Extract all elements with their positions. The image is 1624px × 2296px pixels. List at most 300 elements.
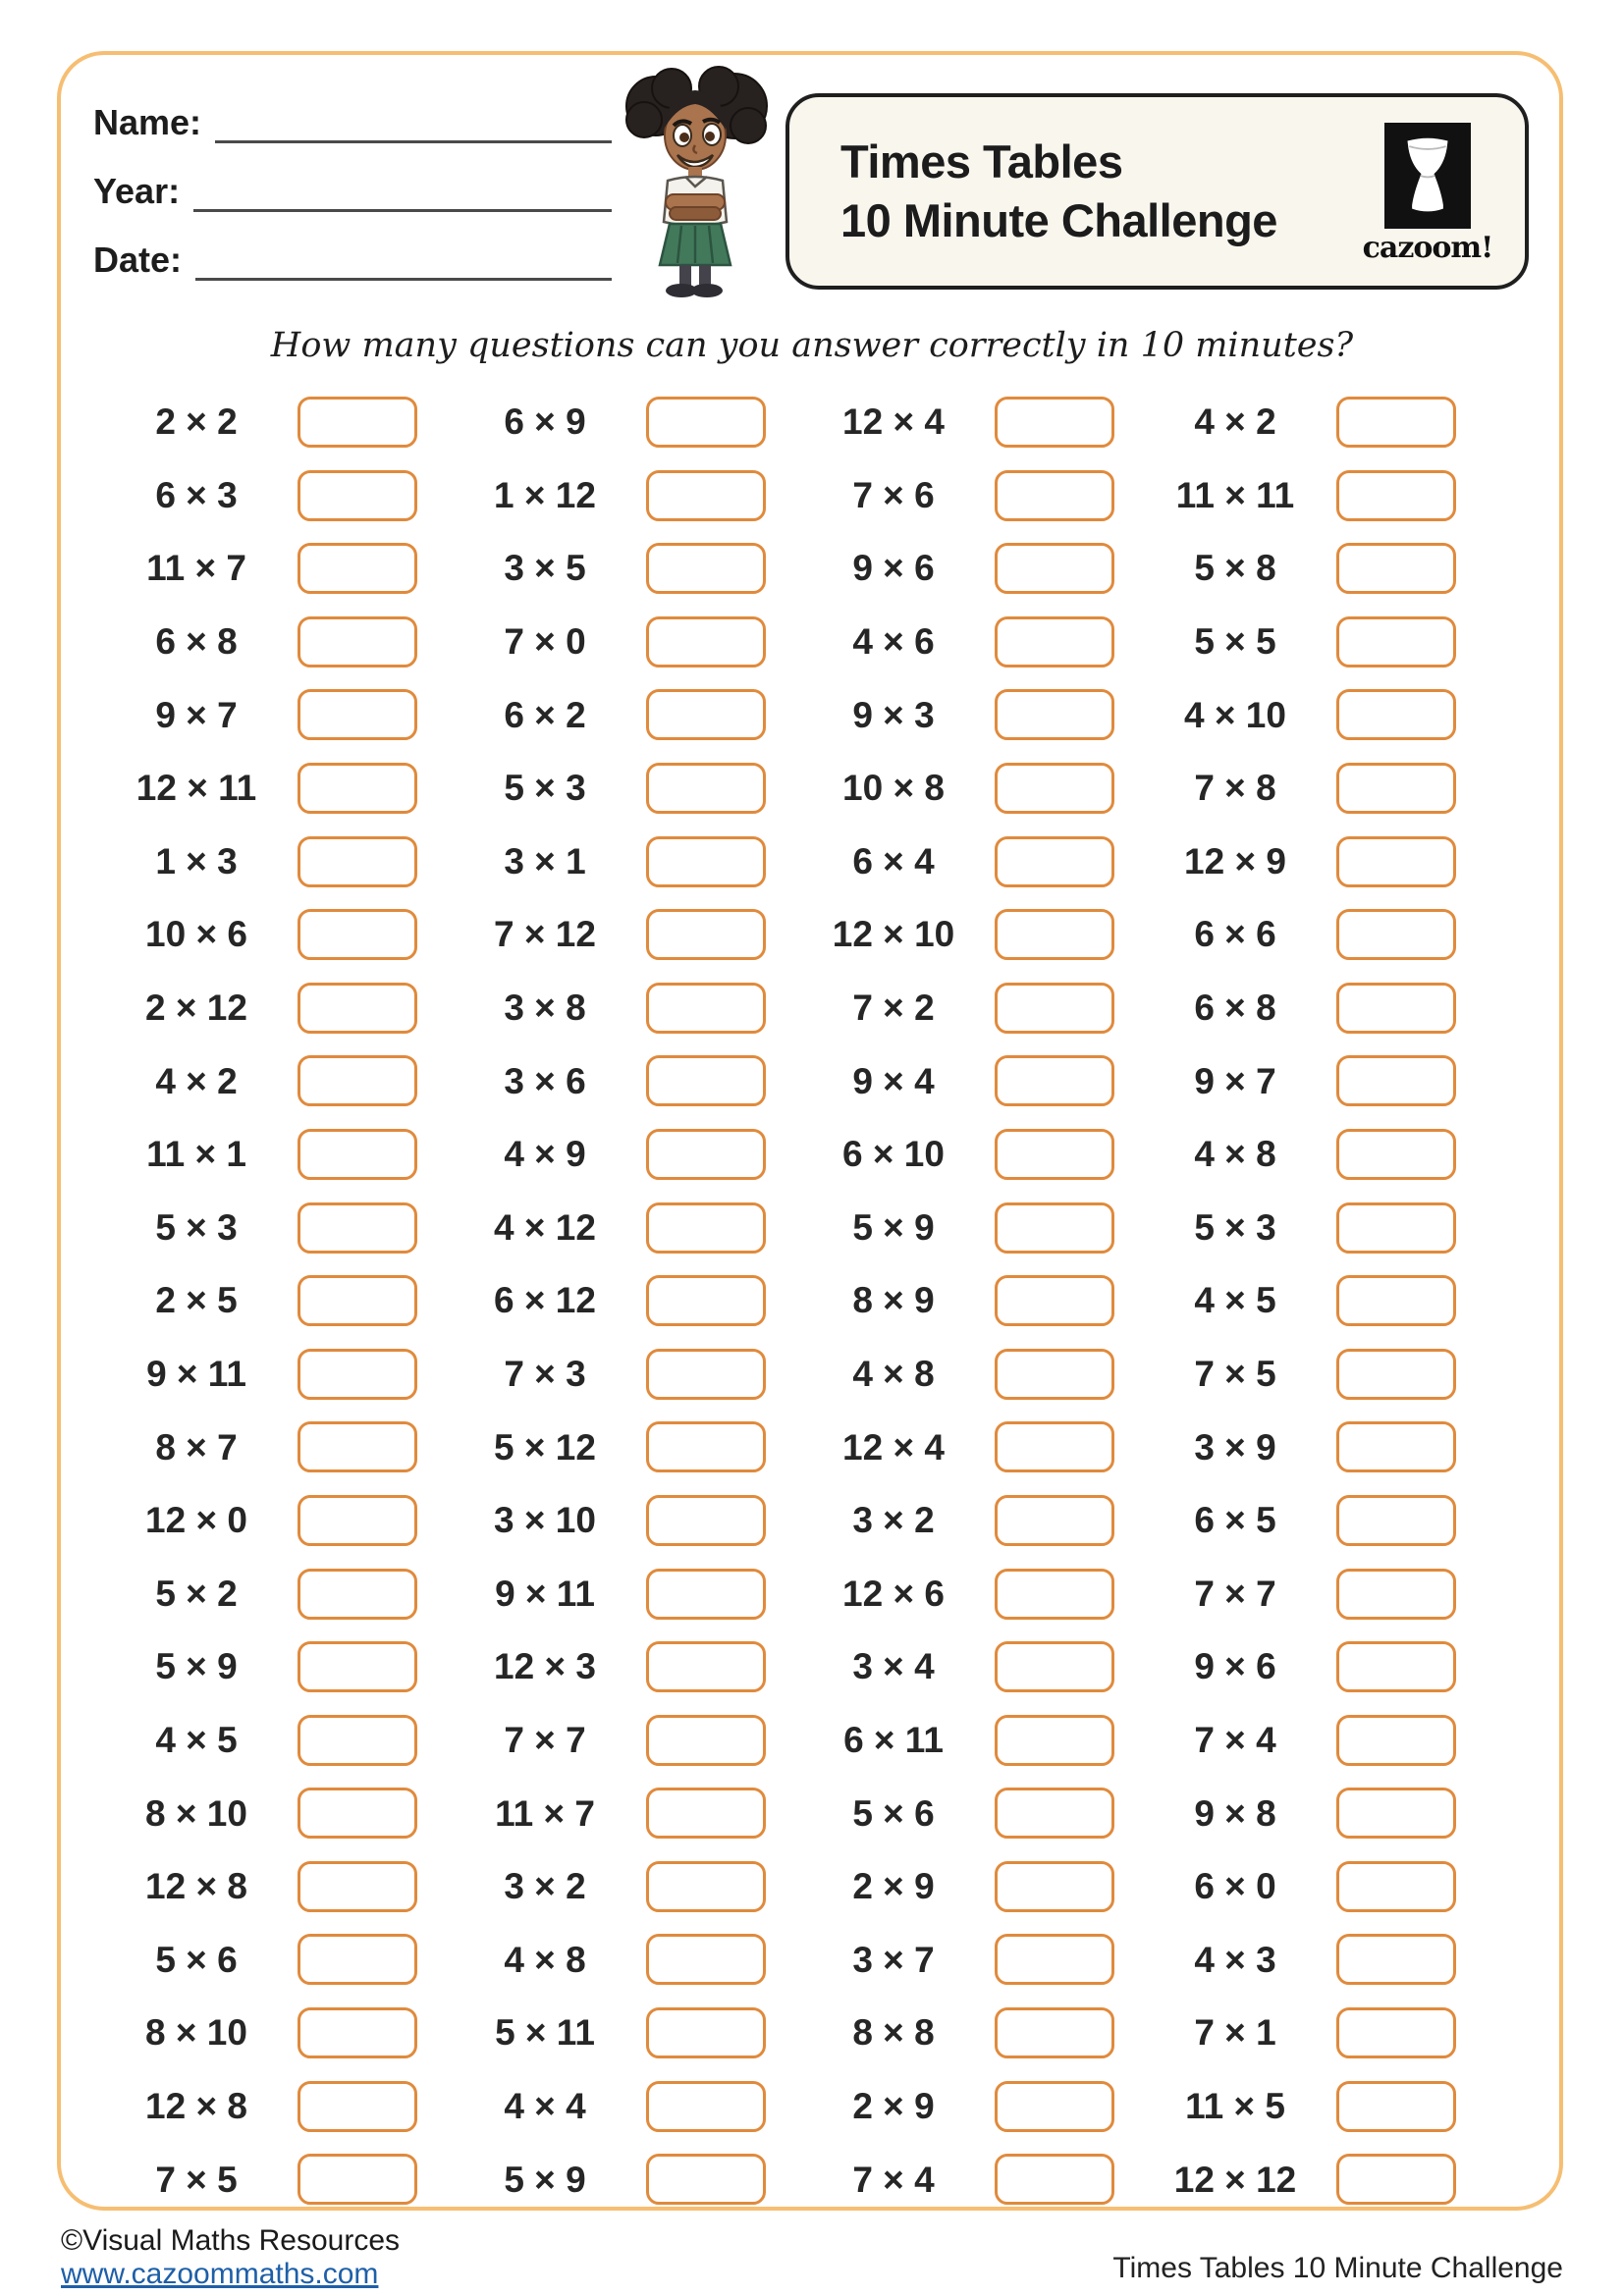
question-row <box>1142 898 1466 972</box>
answer-box[interactable] <box>995 1202 1114 1254</box>
answer-box[interactable] <box>1336 1202 1456 1254</box>
question-row <box>800 1850 1124 1924</box>
question-row <box>103 752 427 826</box>
question-label: 2 × 5 <box>155 1280 238 1321</box>
question-label: 12 × 8 <box>145 2085 247 2126</box>
answer-box[interactable] <box>995 1569 1114 1620</box>
question-label: 7 × 7 <box>504 1719 586 1760</box>
question-label: 5 × 11 <box>495 2012 595 2054</box>
answer-box[interactable] <box>298 470 417 521</box>
question-row <box>1142 532 1466 606</box>
answer-box[interactable] <box>646 2154 766 2205</box>
question-row <box>452 1192 776 1265</box>
question-label: 12 × 3 <box>494 1646 596 1687</box>
question-label: 4 × 8 <box>852 1354 935 1395</box>
question-row <box>103 1777 427 1850</box>
answer-box[interactable] <box>298 763 417 814</box>
answer-box[interactable] <box>298 1129 417 1180</box>
question-label: 5 × 12 <box>494 1426 596 1468</box>
question-row <box>1142 1192 1466 1265</box>
question-label: 5 × 9 <box>852 1206 935 1248</box>
question-label: 4 × 6 <box>852 621 935 663</box>
question-row <box>800 606 1124 679</box>
question-label: 12 × 4 <box>842 1426 945 1468</box>
question-label: 3 × 2 <box>504 1866 586 1907</box>
question-row <box>1142 972 1466 1045</box>
question-label: 3 × 10 <box>494 1500 596 1541</box>
question-label: 2 × 2 <box>155 401 238 443</box>
answer-box[interactable] <box>995 763 1114 814</box>
question-row <box>800 1264 1124 1338</box>
question-label: 12 × 4 <box>842 401 945 443</box>
schoolgirl-illustration <box>617 55 776 298</box>
answer-box[interactable] <box>995 2154 1114 2205</box>
answer-box[interactable] <box>1336 1641 1456 1692</box>
question-row <box>800 1777 1124 1850</box>
question-label: 3 × 8 <box>504 988 586 1029</box>
question-row <box>1142 826 1466 899</box>
answer-box[interactable] <box>298 909 417 960</box>
question-label: 6 × 12 <box>494 1280 596 1321</box>
answer-box[interactable] <box>1336 909 1456 960</box>
question-label: 6 × 5 <box>1194 1500 1276 1541</box>
answer-box[interactable] <box>646 1349 766 1400</box>
year-field-row <box>93 165 612 212</box>
question-row <box>800 1484 1124 1558</box>
question-row <box>103 1484 427 1558</box>
name-field-row <box>93 96 612 143</box>
question-label: 12 × 8 <box>145 1866 247 1907</box>
answer-box[interactable] <box>646 397 766 448</box>
question-row <box>1142 1411 1466 1484</box>
question-label: 4 × 5 <box>1194 1280 1276 1321</box>
question-row <box>1142 1704 1466 1778</box>
question-row <box>800 898 1124 972</box>
answer-box[interactable] <box>995 397 1114 448</box>
answer-box[interactable] <box>646 1861 766 1912</box>
question-label: 5 × 8 <box>1194 548 1276 589</box>
answer-box[interactable] <box>1336 763 1456 814</box>
answer-box[interactable] <box>1336 1569 1456 1620</box>
question-label: 8 × 7 <box>155 1426 238 1468</box>
question-label: 3 × 2 <box>852 1500 935 1541</box>
question-row <box>800 1997 1124 2070</box>
answer-box[interactable] <box>995 983 1114 1034</box>
answer-box[interactable] <box>298 1715 417 1766</box>
question-row <box>452 1704 776 1778</box>
answer-box[interactable] <box>1336 397 1456 448</box>
question-row <box>1142 1264 1466 1338</box>
question-label: 11 × 7 <box>146 548 246 589</box>
footer-document-title: Times Tables 10 Minute Challenge <box>1112 2252 1563 2284</box>
answer-box[interactable] <box>1336 1275 1456 1326</box>
answer-box[interactable] <box>646 1569 766 1620</box>
question-label: 7 × 8 <box>1194 768 1276 809</box>
question-row <box>452 459 776 533</box>
answer-box[interactable] <box>646 2081 766 2132</box>
answer-box[interactable] <box>1336 2154 1456 2205</box>
answer-box[interactable] <box>646 1421 766 1472</box>
answer-box[interactable] <box>995 1934 1114 1985</box>
answer-box[interactable] <box>995 1129 1114 1180</box>
question-row <box>800 1411 1124 1484</box>
answer-box[interactable] <box>995 909 1114 960</box>
question-label: 7 × 2 <box>852 988 935 1029</box>
question-label: 2 × 12 <box>145 988 247 1029</box>
answer-box[interactable] <box>646 689 766 740</box>
answer-box[interactable] <box>1336 1129 1456 1180</box>
question-label: 4 × 3 <box>1194 1939 1276 1980</box>
question-row <box>103 1118 427 1192</box>
question-label: 8 × 9 <box>852 1280 935 1321</box>
date-label: Date: <box>93 240 183 280</box>
question-label: 9 × 11 <box>146 1354 246 1395</box>
question-label: 7 × 5 <box>155 2159 238 2200</box>
answer-box[interactable] <box>995 836 1114 887</box>
answer-box[interactable] <box>1336 983 1456 1034</box>
question-row <box>1142 459 1466 533</box>
question-label: 5 × 3 <box>1194 1206 1276 1248</box>
question-row <box>1142 1923 1466 1997</box>
question-label: 3 × 5 <box>504 548 586 589</box>
answer-box[interactable] <box>298 1495 417 1546</box>
question-row <box>800 2070 1124 2144</box>
question-row <box>800 1192 1124 1265</box>
answer-box[interactable] <box>646 1055 766 1106</box>
answer-box[interactable] <box>1336 543 1456 594</box>
question-label: 5 × 2 <box>155 1573 238 1614</box>
answer-box[interactable] <box>1336 2081 1456 2132</box>
question-row <box>103 1411 427 1484</box>
answer-box[interactable] <box>646 470 766 521</box>
answer-box[interactable] <box>1336 616 1456 667</box>
question-label: 6 × 8 <box>155 621 238 663</box>
question-column-3 <box>800 386 1124 2216</box>
answer-box[interactable] <box>1336 470 1456 521</box>
question-row <box>103 1850 427 1924</box>
answer-box[interactable] <box>995 1421 1114 1472</box>
answer-box[interactable] <box>298 2081 417 2132</box>
question-row <box>103 2143 427 2216</box>
answer-box[interactable] <box>1336 1421 1456 1472</box>
question-label: 9 × 3 <box>852 694 935 735</box>
answer-box[interactable] <box>298 689 417 740</box>
question-row <box>1142 606 1466 679</box>
question-row <box>452 898 776 972</box>
question-label: 5 × 3 <box>504 768 586 809</box>
djembe-drum-icon <box>1384 123 1471 229</box>
question-row <box>452 386 776 459</box>
question-label: 5 × 6 <box>155 1939 238 1980</box>
question-label: 11 × 11 <box>1175 474 1295 515</box>
answer-box[interactable] <box>1336 1349 1456 1400</box>
question-label: 11 × 1 <box>146 1134 246 1175</box>
answer-box[interactable] <box>995 689 1114 740</box>
question-label: 9 × 7 <box>1194 1060 1276 1101</box>
question-label: 10 × 6 <box>145 914 247 955</box>
answer-box[interactable] <box>1336 1715 1456 1766</box>
date-field-row <box>93 234 612 281</box>
answer-box[interactable] <box>298 836 417 887</box>
title-box <box>785 93 1529 290</box>
question-row <box>452 752 776 826</box>
question-row <box>103 532 427 606</box>
answer-box[interactable] <box>646 1495 766 1546</box>
question-row <box>452 2070 776 2144</box>
question-label: 6 × 11 <box>843 1719 944 1760</box>
answer-box[interactable] <box>646 2007 766 2058</box>
answer-box[interactable] <box>995 470 1114 521</box>
question-label: 2 × 9 <box>852 2085 935 2126</box>
cazoommaths-link[interactable]: www.cazoommaths.com <box>61 2258 379 2290</box>
answer-box[interactable] <box>298 1641 417 1692</box>
question-row <box>1142 1338 1466 1412</box>
question-label: 4 × 2 <box>1194 401 1276 443</box>
cazoom-logo <box>1364 123 1491 265</box>
question-row <box>103 1338 427 1412</box>
answer-box[interactable] <box>1336 689 1456 740</box>
question-label: 4 × 12 <box>494 1206 596 1248</box>
question-label: 6 × 6 <box>1194 914 1276 955</box>
question-row <box>1142 1558 1466 1631</box>
name-line[interactable] <box>215 104 612 143</box>
answer-box[interactable] <box>298 616 417 667</box>
name-label: Name: <box>93 102 202 142</box>
answer-box[interactable] <box>995 2007 1114 2058</box>
question-label: 12 × 9 <box>1184 840 1286 881</box>
question-row <box>800 1704 1124 1778</box>
question-row <box>103 1264 427 1338</box>
answer-box[interactable] <box>298 397 417 448</box>
answer-box[interactable] <box>995 1861 1114 1912</box>
question-label: 6 × 0 <box>1194 1866 1276 1907</box>
question-row <box>103 1923 427 1997</box>
question-label: 6 × 8 <box>1194 988 1276 1029</box>
question-label: 4 × 2 <box>155 1060 238 1101</box>
question-label: 7 × 4 <box>1194 1719 1276 1760</box>
answer-box[interactable] <box>298 1934 417 1985</box>
question-row <box>103 898 427 972</box>
question-label: 7 × 12 <box>494 914 596 955</box>
answer-box[interactable] <box>995 616 1114 667</box>
question-label: 9 × 11 <box>495 1573 595 1614</box>
answer-box[interactable] <box>995 1641 1114 1692</box>
question-label: 5 × 6 <box>852 1792 935 1834</box>
year-label: Year: <box>93 171 181 211</box>
page-title-line2: 10 Minute Challenge <box>840 194 1277 246</box>
question-label: 9 × 7 <box>155 694 238 735</box>
question-label: 6 × 9 <box>504 401 586 443</box>
answer-box[interactable] <box>1336 1055 1456 1106</box>
question-row <box>800 2143 1124 2216</box>
question-row <box>800 826 1124 899</box>
answer-box[interactable] <box>646 1934 766 1985</box>
answer-box[interactable] <box>1336 2007 1456 2058</box>
question-row <box>103 1630 427 1704</box>
question-label: 4 × 5 <box>155 1719 238 1760</box>
answer-box[interactable] <box>995 1349 1114 1400</box>
question-label: 3 × 9 <box>1194 1426 1276 1468</box>
question-row <box>1142 386 1466 459</box>
question-row <box>103 1558 427 1631</box>
question-label: 7 × 1 <box>1194 2012 1276 2054</box>
question-label: 3 × 4 <box>852 1646 935 1687</box>
question-row <box>800 532 1124 606</box>
question-row <box>452 1923 776 1997</box>
answer-box[interactable] <box>298 543 417 594</box>
question-label: 9 × 6 <box>1194 1646 1276 1687</box>
question-row <box>452 1850 776 1924</box>
question-row <box>800 1044 1124 1118</box>
question-row <box>103 1704 427 1778</box>
question-label: 10 × 8 <box>842 768 945 809</box>
question-label: 12 × 10 <box>832 914 955 955</box>
answer-box[interactable] <box>646 836 766 887</box>
question-row <box>452 826 776 899</box>
question-row <box>452 1411 776 1484</box>
answer-box[interactable] <box>298 1055 417 1106</box>
question-label: 2 × 9 <box>852 1866 935 1907</box>
answer-box[interactable] <box>298 983 417 1034</box>
answer-box[interactable] <box>995 1495 1114 1546</box>
answer-box[interactable] <box>646 1275 766 1326</box>
answer-box[interactable] <box>646 1641 766 1692</box>
question-row <box>1142 1484 1466 1558</box>
question-row <box>103 1044 427 1118</box>
question-row <box>452 1264 776 1338</box>
question-row <box>800 1923 1124 1997</box>
question-label: 12 × 12 <box>1173 2159 1297 2200</box>
question-label: 9 × 8 <box>1194 1792 1276 1834</box>
question-label: 3 × 1 <box>504 840 586 881</box>
answer-box[interactable] <box>646 983 766 1034</box>
question-label: 8 × 10 <box>145 1792 247 1834</box>
question-label: 7 × 7 <box>1194 1573 1276 1614</box>
cazoom-logo-text: cazoom! <box>1362 231 1493 265</box>
question-label: 9 × 6 <box>852 548 935 589</box>
question-label: 5 × 5 <box>1194 621 1276 663</box>
answer-box[interactable] <box>1336 1495 1456 1546</box>
question-row <box>452 606 776 679</box>
answer-box[interactable] <box>995 2081 1114 2132</box>
question-row <box>452 1630 776 1704</box>
answer-box[interactable] <box>995 1788 1114 1839</box>
question-row <box>1142 1044 1466 1118</box>
question-row <box>452 1997 776 2070</box>
question-row <box>452 678 776 752</box>
question-label: 8 × 8 <box>852 2012 935 2054</box>
answer-box[interactable] <box>646 1129 766 1180</box>
question-label: 1 × 3 <box>155 840 238 881</box>
answer-box[interactable] <box>995 1275 1114 1326</box>
answer-box[interactable] <box>646 1715 766 1766</box>
answer-box[interactable] <box>1336 1861 1456 1912</box>
question-label: 12 × 6 <box>842 1573 945 1614</box>
question-row <box>800 1558 1124 1631</box>
question-row <box>1142 1118 1466 1192</box>
answer-box[interactable] <box>995 1715 1114 1766</box>
answer-box[interactable] <box>298 1421 417 1472</box>
question-row <box>103 386 427 459</box>
question-label: 6 × 4 <box>852 840 935 881</box>
question-row <box>1142 1630 1466 1704</box>
question-row <box>800 386 1124 459</box>
question-row <box>800 678 1124 752</box>
question-label: 4 × 8 <box>1194 1134 1276 1175</box>
year-line[interactable] <box>193 173 612 212</box>
question-row <box>103 1192 427 1265</box>
question-column-4 <box>1142 386 1466 2216</box>
question-label: 5 × 3 <box>155 1206 238 1248</box>
answer-box[interactable] <box>1336 1934 1456 1985</box>
question-row <box>103 459 427 533</box>
answer-box[interactable] <box>298 1275 417 1326</box>
question-row <box>1142 1997 1466 2070</box>
question-row <box>103 606 427 679</box>
question-label: 12 × 11 <box>135 768 257 809</box>
answer-box[interactable] <box>298 1202 417 1254</box>
question-label: 6 × 3 <box>155 474 238 515</box>
question-label: 4 × 8 <box>504 1939 586 1980</box>
question-row <box>103 826 427 899</box>
question-label: 7 × 4 <box>852 2159 935 2200</box>
question-row <box>452 1044 776 1118</box>
question-label: 4 × 9 <box>504 1134 586 1175</box>
answer-box[interactable] <box>298 1861 417 1912</box>
question-row <box>452 972 776 1045</box>
question-row <box>800 1118 1124 1192</box>
question-row <box>452 1118 776 1192</box>
answer-box[interactable] <box>298 2007 417 2058</box>
question-row <box>103 972 427 1045</box>
answer-box[interactable] <box>646 909 766 960</box>
question-row <box>452 1777 776 1850</box>
question-label: 1 × 12 <box>494 474 596 515</box>
answer-box[interactable] <box>1336 1788 1456 1839</box>
answer-box[interactable] <box>1336 836 1456 887</box>
answer-box[interactable] <box>646 543 766 594</box>
question-row <box>452 532 776 606</box>
question-row <box>1142 1777 1466 1850</box>
answer-box[interactable] <box>995 1055 1114 1106</box>
answer-box[interactable] <box>298 1569 417 1620</box>
question-label: 9 × 4 <box>852 1060 935 1101</box>
page-title-line1: Times Tables <box>840 134 1123 187</box>
question-column-1 <box>103 386 427 2216</box>
question-label: 11 × 7 <box>495 1792 595 1834</box>
answer-box[interactable] <box>646 763 766 814</box>
answer-box[interactable] <box>646 1202 766 1254</box>
question-row <box>800 972 1124 1045</box>
question-row <box>1142 2143 1466 2216</box>
question-label: 4 × 10 <box>1184 694 1286 735</box>
question-label: 7 × 5 <box>1194 1354 1276 1395</box>
question-row <box>1142 2070 1466 2144</box>
date-line[interactable] <box>195 241 612 281</box>
answer-box[interactable] <box>646 1788 766 1839</box>
question-row <box>1142 1850 1466 1924</box>
question-label: 6 × 10 <box>842 1134 945 1175</box>
answer-box[interactable] <box>298 1788 417 1839</box>
question-row <box>800 1338 1124 1412</box>
answer-box[interactable] <box>646 616 766 667</box>
question-label: 6 × 2 <box>504 694 586 735</box>
answer-box[interactable] <box>298 2154 417 2205</box>
answer-box[interactable] <box>995 543 1114 594</box>
question-label: 7 × 0 <box>504 621 586 663</box>
answer-box[interactable] <box>298 1349 417 1400</box>
worksheet-prompt: How many questions can you answer correctly in 10 minutes? <box>270 326 1354 365</box>
